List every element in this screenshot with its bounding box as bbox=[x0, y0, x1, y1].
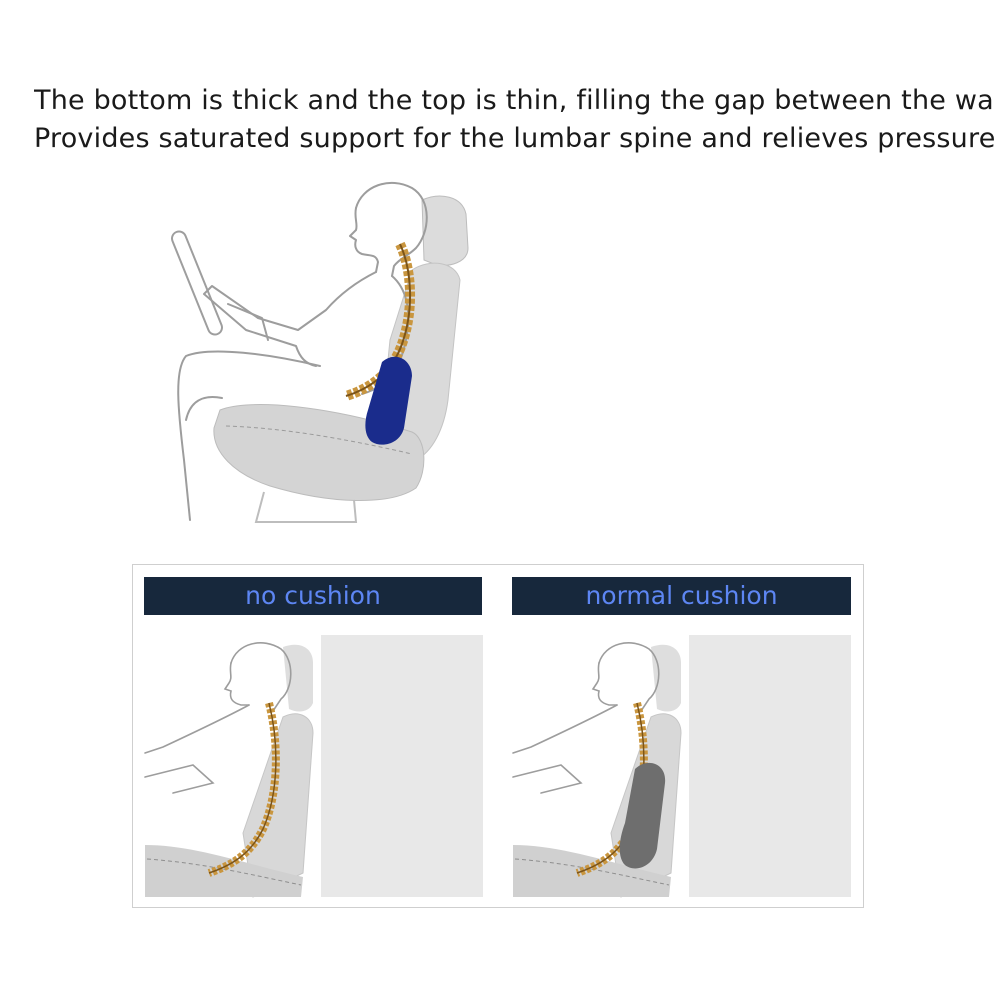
torso-outline bbox=[145, 705, 249, 753]
driver-cushion-illustration bbox=[150, 170, 710, 530]
head-outline bbox=[356, 183, 427, 276]
headrest-shape bbox=[283, 645, 313, 712]
headrest-shape bbox=[651, 645, 681, 712]
caption-line-1: The bottom is thick and the top is thin, filling the gap between the wa bbox=[34, 85, 994, 116]
torso-outline bbox=[513, 705, 617, 753]
no-cushion-header: no cushion bbox=[144, 577, 482, 615]
head-outline bbox=[231, 643, 291, 711]
backdrop-panel bbox=[321, 635, 483, 897]
headrest-shape bbox=[422, 196, 468, 265]
steering-wheel-shape bbox=[170, 229, 224, 336]
no-cushion-illustration bbox=[133, 633, 483, 903]
comparison-frame bbox=[132, 564, 864, 908]
backdrop-panel bbox=[689, 635, 851, 897]
caption-line-2: Provides saturated support for the lumbar spine and relieves pressure bbox=[34, 123, 996, 154]
normal-cushion-illustration bbox=[501, 633, 851, 903]
product-caption bbox=[34, 82, 1000, 158]
normal-cushion-header: normal cushion bbox=[512, 577, 851, 615]
head-outline bbox=[599, 643, 659, 711]
